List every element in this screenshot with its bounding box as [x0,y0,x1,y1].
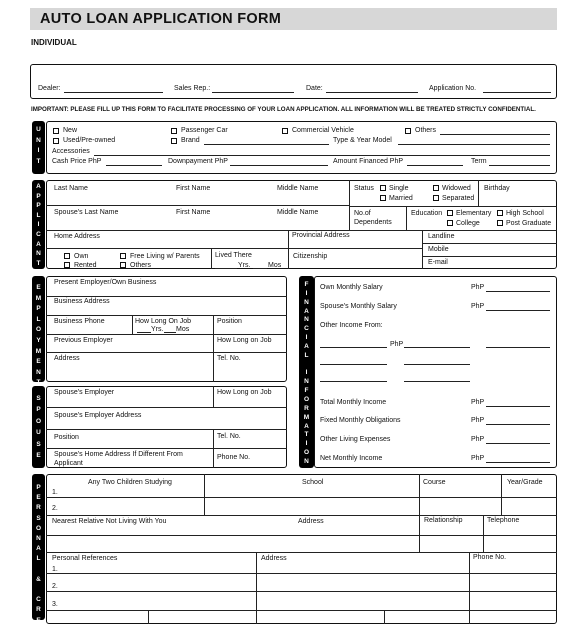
total-income-field[interactable] [486,406,550,407]
lived-there-label: Lived There [215,252,252,259]
application-no-label: Application No. [429,85,477,92]
net-income-label: Net Monthly Income [320,455,383,462]
married-label: Married [389,195,413,202]
applicant-col-divider [211,248,212,269]
landline-label: Landline [428,233,455,240]
fixed-obligations-label: Fixed Monthly Obligations [320,417,401,424]
other-income-amount-1-field[interactable] [404,347,470,348]
accessories-label: Accessories [52,148,90,155]
children-row-2-number: 2. [52,505,58,512]
spouse-home-address-label-2: Applicant [54,460,83,467]
children-studying-label: Any Two Children Studying [88,479,172,486]
spouse-employer-address-label: Spouse's Employer Address [54,412,142,419]
business-address-label: Business Address [54,298,110,305]
high-school-checkbox[interactable] [497,210,503,216]
personal-row-divider [46,610,557,611]
sales-rep-label: Sales Rep.: [174,85,211,92]
spouse-middle-name-label: Middle Name [277,209,319,216]
position-label: Position [217,318,242,325]
financial-side-label: F I N A N C I A L I N F O R M A T I O N [299,276,314,468]
business-phone-label: Business Phone [54,318,105,325]
total-income-php-label: PhP [471,399,485,406]
rented-checkbox[interactable] [64,262,70,268]
personal-row-divider [46,497,557,498]
job-mos-label: Mos [176,326,190,333]
separated-checkbox[interactable] [433,195,439,201]
year-grade-label: Year/Grade [507,479,543,486]
lived-mos-field[interactable] [253,268,267,269]
widowed-label: Widowed [442,185,471,192]
used-checkbox[interactable] [53,138,59,144]
employment-section-box [46,276,287,382]
personal-row-divider [46,535,557,536]
spouse-how-long-label: How Long on Job [217,389,272,396]
brand-field[interactable] [204,144,329,145]
college-checkbox[interactable] [447,220,453,226]
personal-col-divider [419,474,420,515]
employment-col-divider [213,315,214,382]
employment-side-label: E M P L O Y M E N T [32,276,45,382]
applicant-col-divider [349,180,350,230]
free-living-label: Free Living w/ Parents [130,253,200,260]
applicant-col-divider [422,230,423,269]
spouse-position-label: Position [54,434,79,441]
application-no-field[interactable] [483,92,551,93]
reference-row-1-number: 1. [52,566,58,573]
spouse-phone-no-label: Phone No. [217,454,251,461]
middle-name-label: Middle Name [277,185,319,192]
applicant-row-divider [46,248,422,249]
education-label: Education [411,210,443,217]
net-income-php-label: PhP [471,455,485,462]
provincial-address-label: Provincial Address [292,232,350,239]
others-checkbox[interactable] [405,128,411,134]
living-expenses-field[interactable] [486,443,550,444]
college-label: College [456,220,480,227]
employment-row-divider [46,352,287,353]
applicant-col-divider [288,230,289,269]
passenger-car-label: Passenger Car [181,127,228,134]
employment-row-divider [46,296,287,297]
amount-financed-field[interactable] [407,165,463,166]
dealer-field[interactable] [64,92,163,93]
first-name-label: First Name [176,185,211,192]
personal-references-label: Personal References [52,555,118,562]
accessories-field[interactable] [94,155,550,156]
applicant-row-divider [422,256,557,257]
living-expenses-label: Other Living Expenses [320,436,391,443]
dependents-label: Dependents [354,219,392,226]
form-type-label: INDIVIDUAL [31,38,77,47]
post-graduate-checkbox[interactable] [497,220,503,226]
children-row-1-number: 1. [52,489,58,496]
other-income-total-field[interactable] [486,347,550,348]
elementary-label: Elementary [456,210,492,217]
net-income-field[interactable] [486,462,550,463]
free-living-checkbox[interactable] [120,253,126,259]
personal-row-divider [46,573,557,574]
spouse-side-label: S P O U S E [32,386,45,468]
personal-col-divider [148,610,149,624]
other-income-1-php-label: PhP [390,341,404,348]
new-checkbox[interactable] [53,128,59,134]
last-name-label: Last Name [54,185,88,192]
email-label: E-mail [428,259,448,266]
residence-others-label: Others [130,262,152,269]
job-yrs-field[interactable] [137,332,151,333]
status-label: Status [354,185,374,192]
type-year-label: Type & Year Model [333,137,392,144]
spouse-last-name-label: Spouse's Last Name [54,209,119,216]
spouse-col-divider [213,386,214,407]
cash-price-field[interactable] [106,165,162,166]
sales-rep-field[interactable] [212,92,294,93]
married-checkbox[interactable] [380,195,386,201]
applicant-side-label: A P P L I C A N T [32,180,45,269]
brand-checkbox[interactable] [171,138,177,144]
reference-address-label: Address [261,555,287,562]
amount-financed-label: Amount Financed PhP [333,158,404,165]
telephone-label: Telephone [487,517,520,524]
employment-address-label: Address [54,355,80,362]
living-expenses-php-label: PhP [471,436,485,443]
commercial-vehicle-label: Commercial Vehicle [292,127,354,134]
other-income-amount-3-field[interactable] [404,381,470,382]
reference-row-2-number: 2. [52,583,58,590]
single-checkbox[interactable] [380,185,386,191]
used-label: Used/Pre-owned [63,137,116,144]
no-of-label: No.of [354,210,371,217]
employment-row-divider [46,315,287,316]
lived-yrs-label: Yrs. [238,262,251,269]
downpayment-field[interactable] [230,165,328,166]
cash-price-label: Cash Price PhP [52,158,102,165]
personal-col-divider [204,474,205,515]
spouse-salary-field[interactable] [486,310,550,311]
job-mos-field[interactable] [164,332,176,333]
others-label: Others [415,127,437,134]
passenger-car-checkbox[interactable] [171,128,177,134]
how-long-on-job-label: How Long On Job [135,318,192,325]
post-graduate-label: Post Graduate [506,220,552,227]
elementary-checkbox[interactable] [447,210,453,216]
fixed-obligations-php-label: PhP [471,417,485,424]
others-field[interactable] [440,134,550,135]
spouse-first-name-label: First Name [176,209,211,216]
personal-col-divider [256,552,257,624]
high-school-label: High School [506,210,544,217]
spouse-salary-php-label: PhP [471,303,485,310]
spouse-home-address-label: Spouse's Home Address If Different From [54,451,183,458]
personal-credit-side-label: P E R S O N A L & C R E D [32,474,45,620]
employment-col-divider [132,315,133,334]
lived-mos-label: Mos [268,262,282,269]
own-checkbox[interactable] [64,253,70,259]
own-label: Own [74,253,89,260]
spouse-employer-label: Spouse's Employer [54,389,115,396]
applicant-row-divider [422,243,557,244]
date-field[interactable] [326,92,418,93]
course-label: Course [423,479,446,486]
how-long-on-job-2-label: How Long on Job [217,337,272,344]
applicant-row-divider [46,205,349,206]
school-label: School [302,479,324,486]
applicant-col-divider [406,206,407,230]
relative-address-label: Address [298,518,324,525]
own-salary-php-label: PhP [471,284,485,291]
own-salary-label: Own Monthly Salary [320,284,383,291]
applicant-row-divider [46,230,557,231]
dealer-label: Dealer: [38,85,61,92]
other-income-amount-2-field[interactable] [404,364,470,365]
separated-label: Separated [442,195,475,202]
important-notice: IMPORTANT: PLEASE FILL UP THIS FORM TO FACILITATE PROCESSING OF YOUR LOAN APPLICATION. ALL INFORMATION WILL BE TREATED STRICTLY CONFIDENTIAL. [31,106,536,113]
rented-label: Rented [74,262,97,269]
spouse-salary-label: Spouse's Monthly Salary [320,303,397,310]
unit-side-label: U N I T [32,121,45,174]
spouse-col-divider [213,429,214,468]
date-label: Date: [306,85,323,92]
spouse-tel-no-label: Tel. No. [217,433,241,440]
own-salary-field[interactable] [486,291,550,292]
nearest-relative-label: Nearest Relative Not Living With You [52,518,167,525]
personal-col-divider [501,474,502,515]
new-label: New [63,127,78,134]
residence-others-checkbox[interactable] [120,262,126,268]
job-yrs-label: Yrs. [151,326,164,333]
relationship-label: Relationship [424,517,463,524]
personal-col-divider [384,610,385,624]
employment-tel-no-label: Tel. No. [217,355,241,362]
widowed-checkbox[interactable] [433,185,439,191]
total-income-label: Total Monthly Income [320,399,387,406]
reference-row-3-number: 3. [52,601,58,608]
applicant-col-divider [478,180,479,206]
term-field[interactable] [489,165,550,166]
form-title: AUTO LOAN APPLICATION FORM [40,11,282,27]
present-employer-label: Present Employer/Own Business [54,279,157,286]
spouse-row-divider [46,448,287,449]
spouse-row-divider [46,407,287,408]
personal-row-divider [46,552,557,553]
spouse-row-divider [46,429,287,430]
top-info-box [30,64,557,99]
reference-phone-no-label: Phone No. [473,554,507,561]
mobile-label: Mobile [428,246,449,253]
term-label: Term [471,158,487,165]
other-income-source-2-field[interactable] [320,364,387,365]
other-income-source-3-field[interactable] [320,381,387,382]
single-label: Single [389,185,409,192]
commercial-vehicle-checkbox[interactable] [282,128,288,134]
birthday-label: Birthday [484,185,510,192]
personal-row-divider [46,591,557,592]
applicant-row-divider [349,206,557,207]
personal-col-divider [419,515,420,552]
fixed-obligations-field[interactable] [486,424,550,425]
lived-yrs-field[interactable] [215,268,237,269]
type-year-field[interactable] [398,144,550,145]
personal-col-divider [483,515,484,552]
previous-employer-label: Previous Employer [54,337,113,344]
employment-row-divider [46,334,287,335]
brand-label: Brand [181,137,200,144]
citizenship-label: Citizenship [293,253,328,260]
other-income-source-1-field[interactable] [320,347,387,348]
personal-row-divider [46,515,557,516]
personal-col-divider [469,552,470,624]
downpayment-label: Downpayment PhP [168,158,228,165]
other-income-label: Other Income From: [320,322,383,329]
home-address-label: Home Address [54,233,100,240]
